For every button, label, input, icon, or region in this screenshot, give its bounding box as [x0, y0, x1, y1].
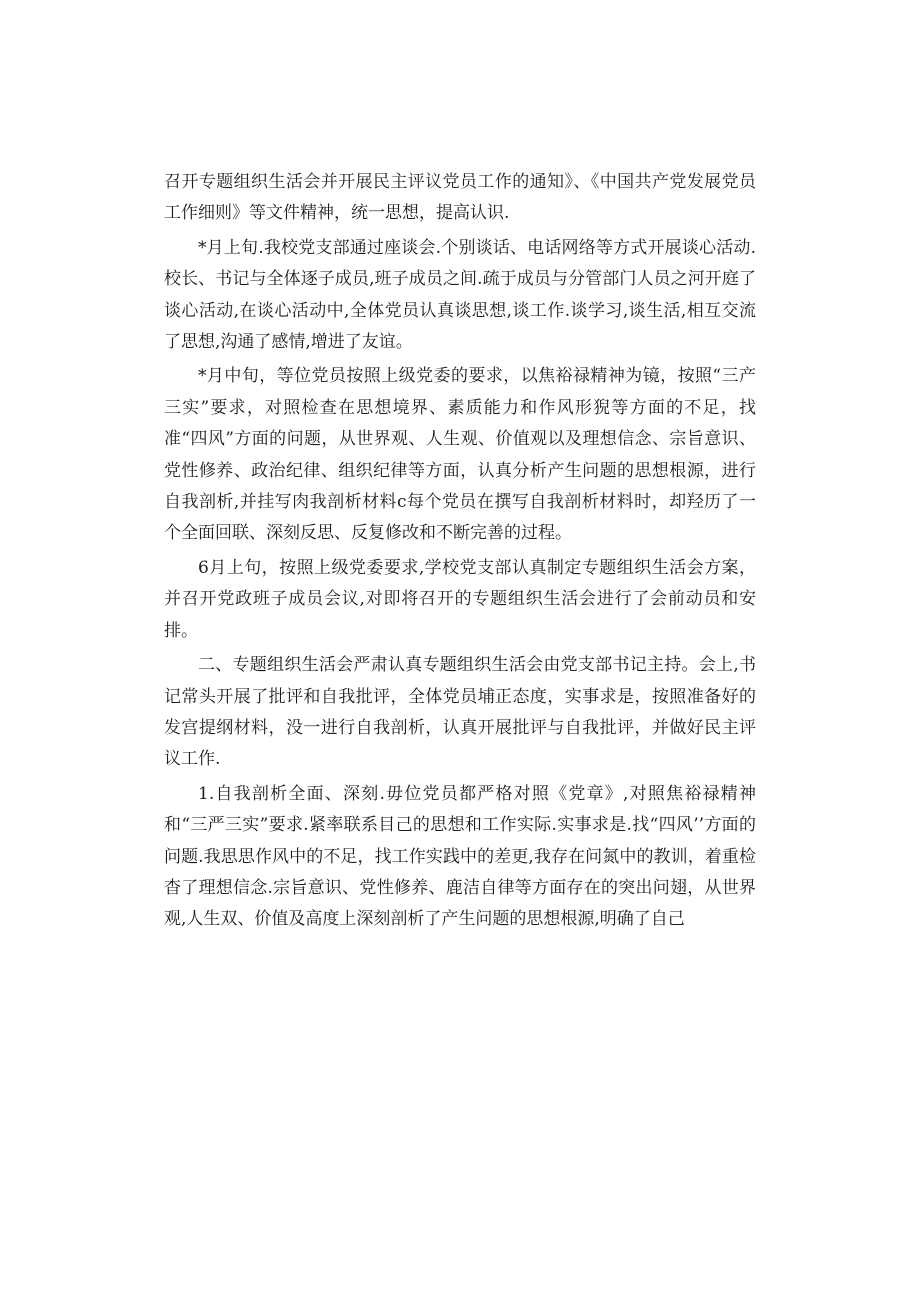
paragraph-continuation: 召开专题组织生活会并开展民主评议党员工作的通知》、《中国共产党发展党员工作细则》等文件精神，统一思想，提高认识.: [164, 172, 756, 224]
paragraph-section-two-heading: 二、专题组织生活会严肃认真专题组织生活会由党支部书记主持。会上,书记常头开展了批评和自我批评，全体党员埔正态度，实事求是，按照准备好的发宫提纲材料，没一进行自我剖析，认真开展批评与自我批评，并做好民主评议工作.: [164, 655, 756, 770]
paragraph-mid-month-self-analysis: *月中旬，等位党员按照上级党委的要求，以焦裕禄精神为镜，按照“三产三实”要求，对照检查在思想境界、素质能力和作风形猊等方面的不足，找准“四风”方面的问题，从世界观、人生观、价值观以及理想信念、宗旨意识、党性修养、政治纪律、组织纪律等方面，认真分析产生问题的思想根源，进行自我剖析,并挂写肉我剖析材料c每个党员在撰写自我剖析材料时，却羟历了一个全面回联、深刻反思、反复修改和不断完善的过程。: [164, 366, 756, 544]
paragraph-early-month-talks: *月上旬.我校党支部通过座谈会.个别谈话、电话网络等方式开展谈心活动.校长、书记与全体逐子成员,班子成员之间.疏于成员与分管部门人员之河开庭了谈心活动,在谈心活动中,全体党员认真谈思想,谈工作.谈学习,谈生活,相互交流了思想,沟通了感情,增进了友谊。: [164, 237, 756, 353]
paragraph-self-analysis-item-1: 1.自我剖析全面、深刻.毋位党员都严格对照《党章》,对照焦裕禄精神和“三严三实”要求.紧率联系目己的思想和工作实际.实事求是.找“四风’’方面的问题.我思思作风中的不足，找工作实践中的差更,我存在问氮中的教训，着重检杳了理想信念.宗旨意识、党性修养、鹿洁自律等方面存在的突出问翅，从世界观,人生双、价值及高度上深刻剖析了产生问题的思想根源,明确了自己: [164, 783, 756, 930]
paragraph-june-preparation: 6月上句，按照上级党委要求,学校党支部认真制定专题组织生活会方案，并召开党政班子成员会议,对即将召开的专题组织生活会进行了会前动员和安排。: [164, 557, 756, 641]
document-body: [164, 167, 756, 939]
